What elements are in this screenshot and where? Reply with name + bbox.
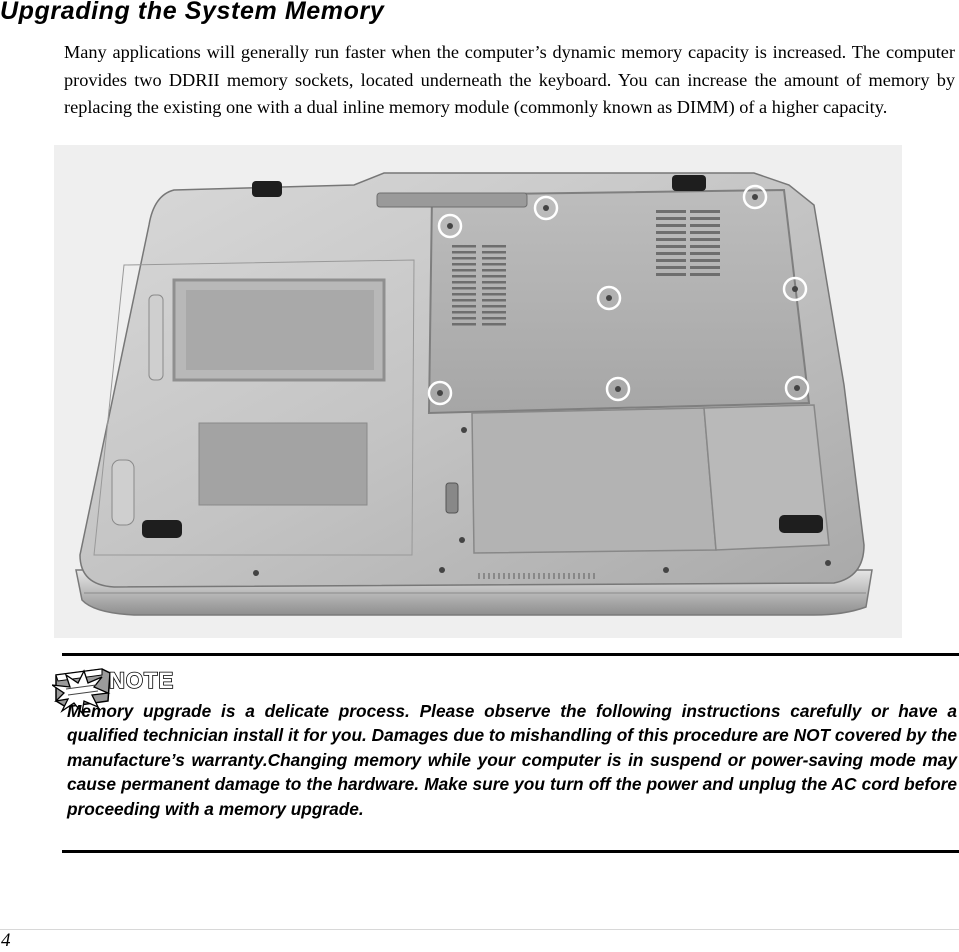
page-number: 4	[1, 930, 11, 951]
note-text: Memory upgrade is a delicate process. Please observe the following instructions carefully or have a qualified technician install it for you. Damages due to mishandling of this procedure are NOT covered by the manufacture’s warranty.Changing memory while your computer is in suspend or power-saving mode may cause permanent damage to the hardware. Make sure you turn off the power and unplug the AC cord before proceeding with a memory upgrade.	[67, 701, 957, 819]
note-label: NOTE	[109, 668, 175, 693]
laptop-bottom-photo	[54, 145, 902, 638]
laptop-underside-illustration	[54, 145, 902, 638]
note-top-rule	[62, 653, 959, 656]
intro-paragraph: Many applications will generally run faster when the computer’s dynamic memory capacity is increased. The computer provides two DDRII memory sockets, located underneath the keyboard. You can increase the amount of memory by replacing the existing one with a dual inline memory module (commonly known as DIMM) of a higher capacity.	[64, 42, 955, 117]
note-box	[62, 653, 959, 853]
footer-divider	[0, 929, 959, 930]
section-title: Upgrading the System Memory	[0, 0, 385, 25]
note-bottom-rule	[62, 850, 959, 853]
